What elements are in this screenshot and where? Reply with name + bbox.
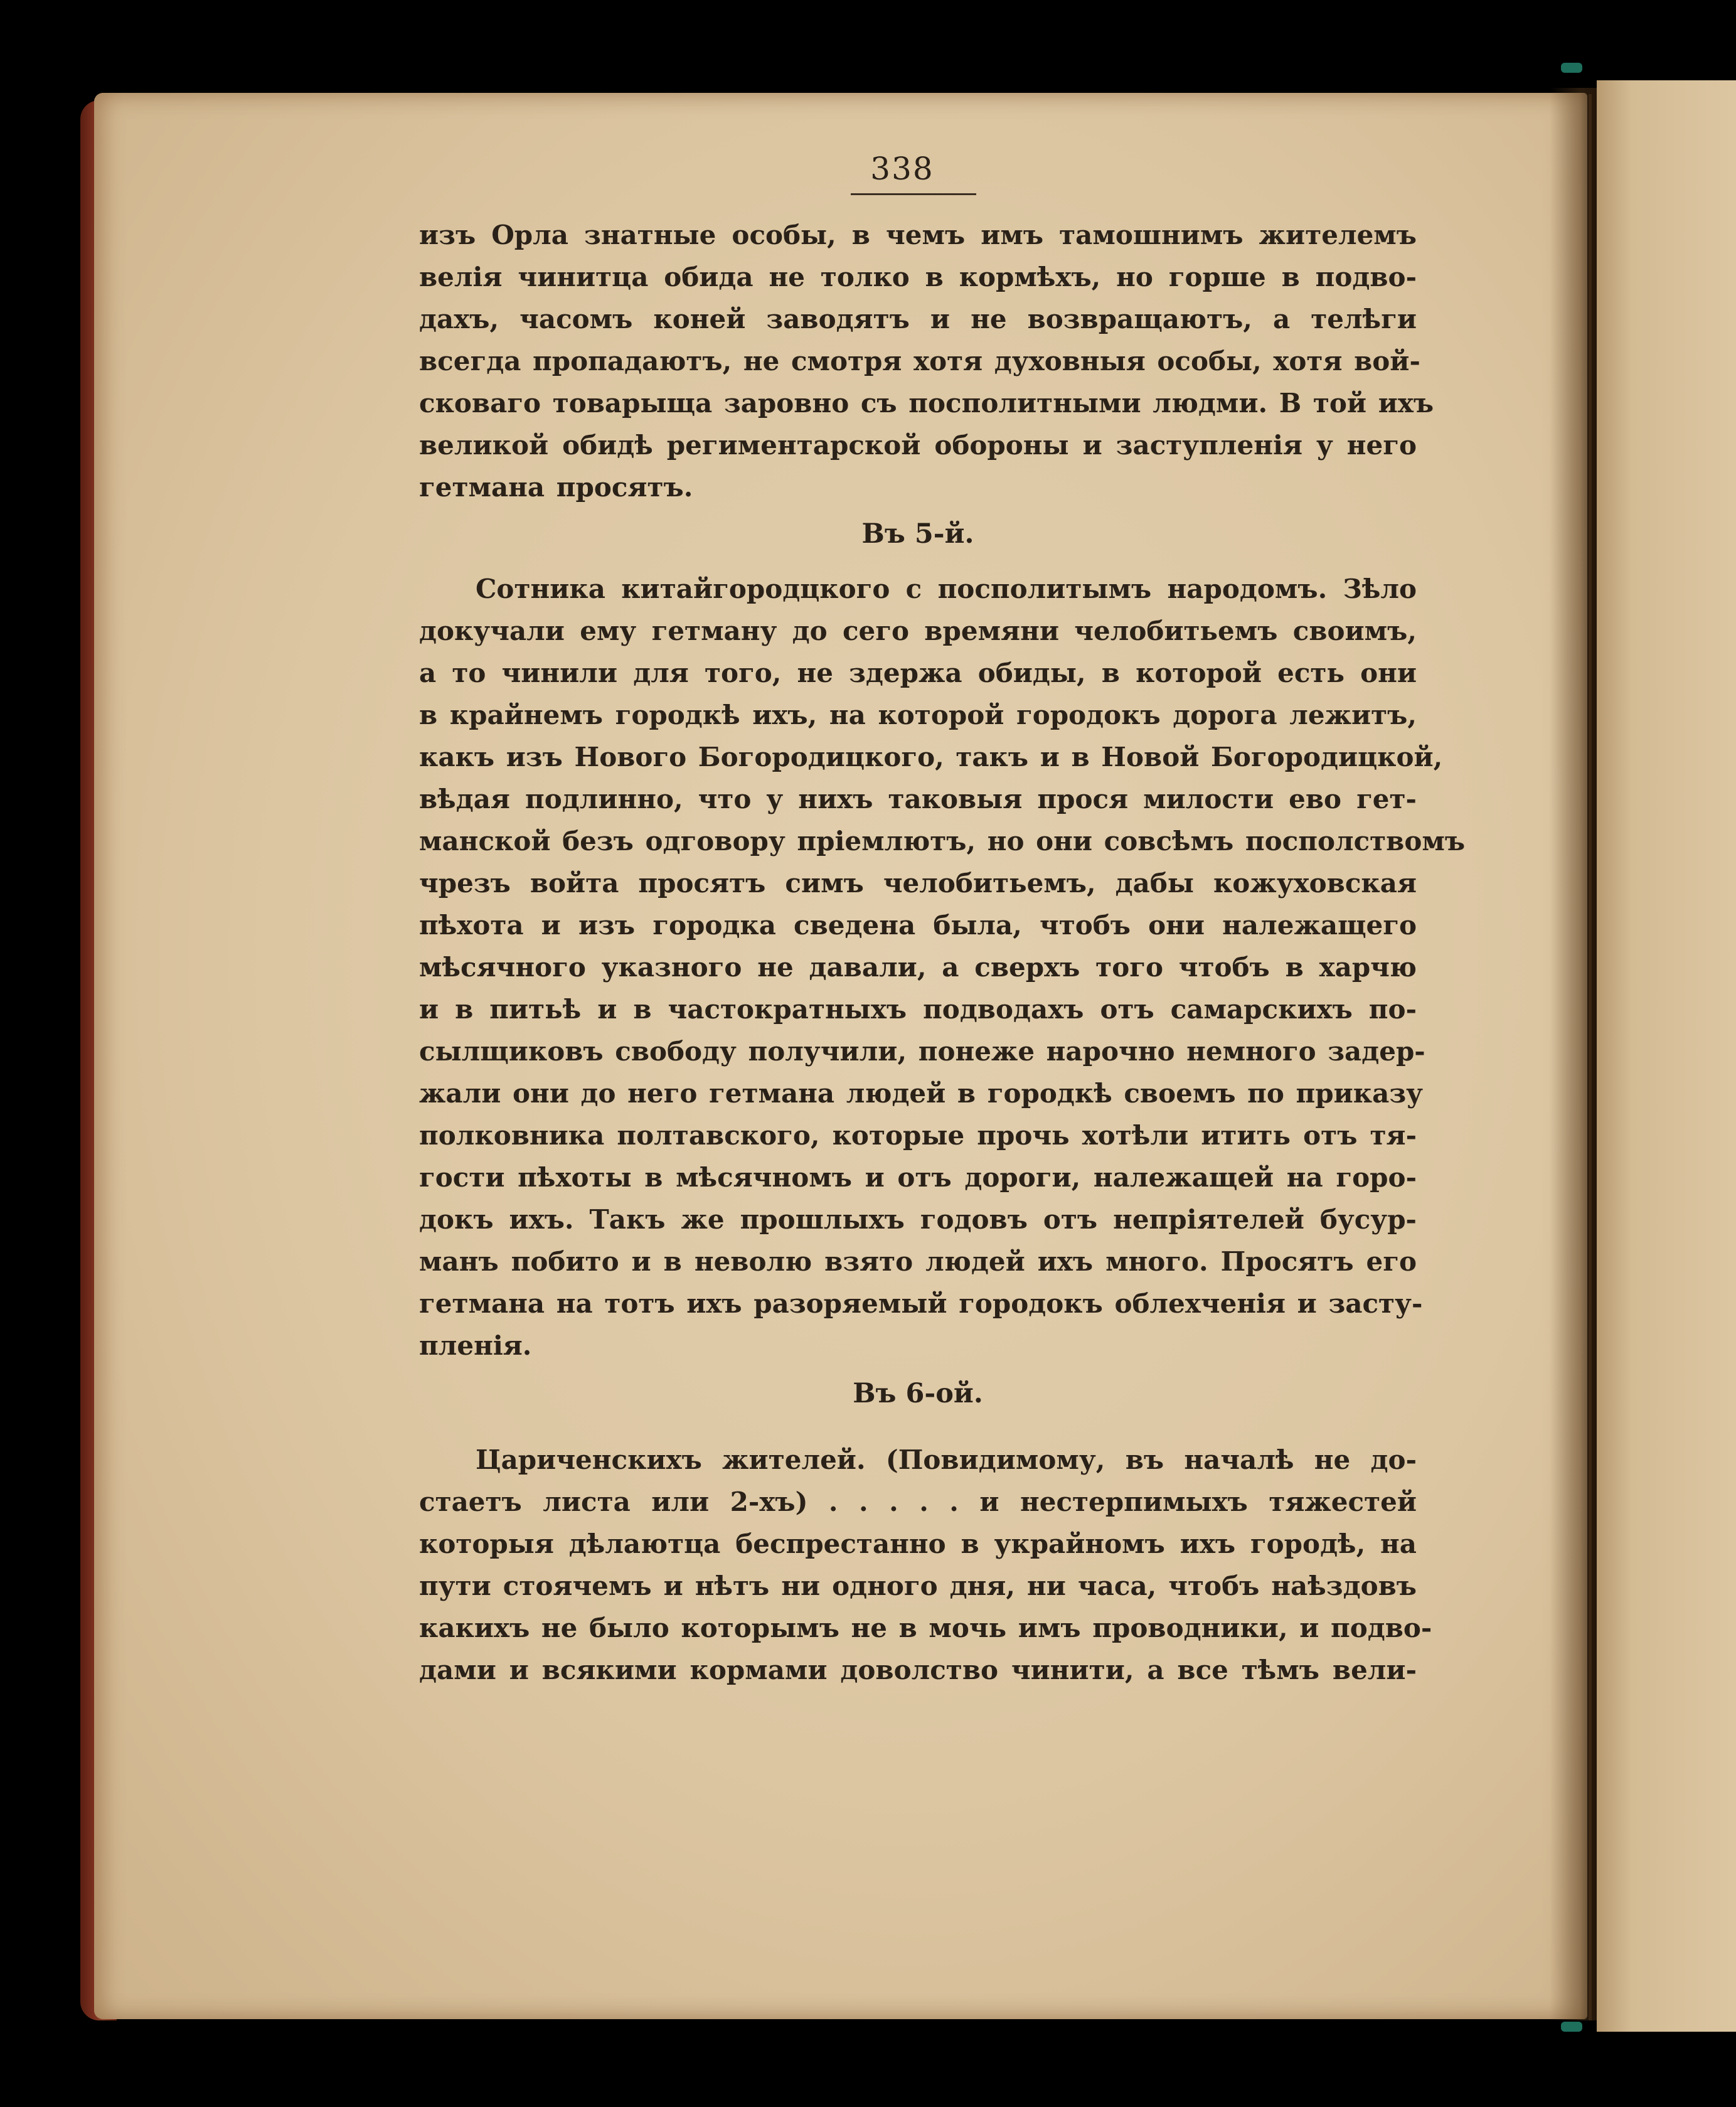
text-line: стаетъ листа или 2-хъ) . . . . . и нестерпимыхъ тяжестей xyxy=(419,1486,1417,1517)
text-line: Сотника китайгородцкого с посполитымъ народомъ. Зѣло xyxy=(476,573,1417,604)
text-line: дами и всякими кормами доволство чинити, а все тѣмъ вели- xyxy=(419,1655,1417,1685)
text-line: сылщиковъ свободу получили, понеже нарочно немного задер- xyxy=(419,1036,1425,1067)
paragraph-continued xyxy=(419,214,1434,508)
text-line: всегда пропадаютъ, не смотря хотя духовныя особы, хотя вой- xyxy=(419,346,1420,376)
text-line: пути стоячемъ и нѣтъ ни одного дня, ни часа, чтобъ наѣздовъ xyxy=(419,1571,1417,1601)
text-line: вѣдая подлинно, что у нихъ таковыя прося милости ево гет- xyxy=(419,784,1417,814)
text-line: гетмана просятъ. xyxy=(419,472,693,503)
text-line: жали они до него гетмана людей в городкѣ своемъ по приказу xyxy=(419,1078,1424,1109)
right-page-edge xyxy=(1597,80,1736,2032)
page-number-rule xyxy=(851,193,976,195)
page-content xyxy=(419,151,1466,1691)
text-line: велія чинитца обида не толко в кормѣхъ, но горше в подво- xyxy=(419,262,1417,292)
section-heading-6: Въ 6-ой. xyxy=(853,1378,983,1409)
text-line: а то чинили для того, не здержа обиды, в которой есть они xyxy=(419,658,1417,688)
text-line: чрезъ войта просятъ симъ челобитьемъ, дабы кожуховская xyxy=(419,868,1417,899)
spine-line xyxy=(1589,94,1592,2020)
text-line: гетмана на тотъ ихъ разоряемый городокъ облехченія и засту- xyxy=(419,1288,1423,1319)
text-line: манъ побито и в неволю взято людей ихъ много. Просятъ его xyxy=(419,1246,1417,1277)
paragraph-fifth xyxy=(419,568,1466,1367)
paragraph-sixth xyxy=(419,1439,1432,1691)
text-line: и в питьѣ и в частократныхъ подводахъ отъ самарскихъ по- xyxy=(419,994,1417,1025)
text-line: докъ ихъ. Такъ же прошлыхъ годовъ отъ непріятелей бусур- xyxy=(419,1204,1417,1235)
text-line: пленія. xyxy=(419,1330,532,1361)
text-line: полковника полтавского, которые прочь хотѣли итить отъ тя- xyxy=(419,1120,1417,1151)
text-line: сковаго товарыща заровно съ посполитными людми. В той ихъ xyxy=(419,388,1434,419)
text-line: гости пѣхоты в мѣсячномъ и отъ дороги, належащей на горо- xyxy=(419,1162,1417,1193)
text-line: в крайнемъ городкѣ ихъ, на которой городокъ дорога лежитъ, xyxy=(419,700,1417,730)
text-line: пѣхота и изъ городка сведена была, чтобъ они належащего xyxy=(419,910,1417,941)
text-line: дахъ, часомъ коней заводятъ и не возвращаютъ, а телѣги xyxy=(419,304,1417,334)
text-line: какихъ не было которымъ не в мочь имъ проводники, и подво- xyxy=(419,1613,1432,1643)
text-line: какъ изъ Нового Богородицкого, такъ и в Новой Богородицкой, xyxy=(419,742,1443,772)
text-line: мѣсячного указного не давали, а сверхъ того чтобъ в харчю xyxy=(419,952,1417,983)
text-line: изъ Орла знатные особы, в чемъ имъ тамошнимъ жителемъ xyxy=(419,220,1417,250)
text-line: великой обидѣ региментарской обороны и заступленія у него xyxy=(419,430,1417,461)
page-number: 338 xyxy=(870,151,934,187)
text-line: манской безъ одговору пріемлютъ, но они совсѣмъ посполствомъ xyxy=(419,826,1466,856)
binding-thread-bottom xyxy=(1561,2022,1582,2032)
text-line: докучали ему гетману до сего времяни челобитьемъ своимъ, xyxy=(419,616,1417,646)
gutter-shadow xyxy=(1550,88,1600,2020)
text-line: которыя дѣлаютца беспрестанно в украйномъ ихъ городѣ, на xyxy=(419,1528,1417,1559)
text-line: Цариченскихъ жителей. (Повидимому, въ началѣ не до- xyxy=(476,1444,1417,1475)
binding-thread-top xyxy=(1561,63,1582,73)
section-heading-5: Въ 5-й. xyxy=(861,518,974,550)
